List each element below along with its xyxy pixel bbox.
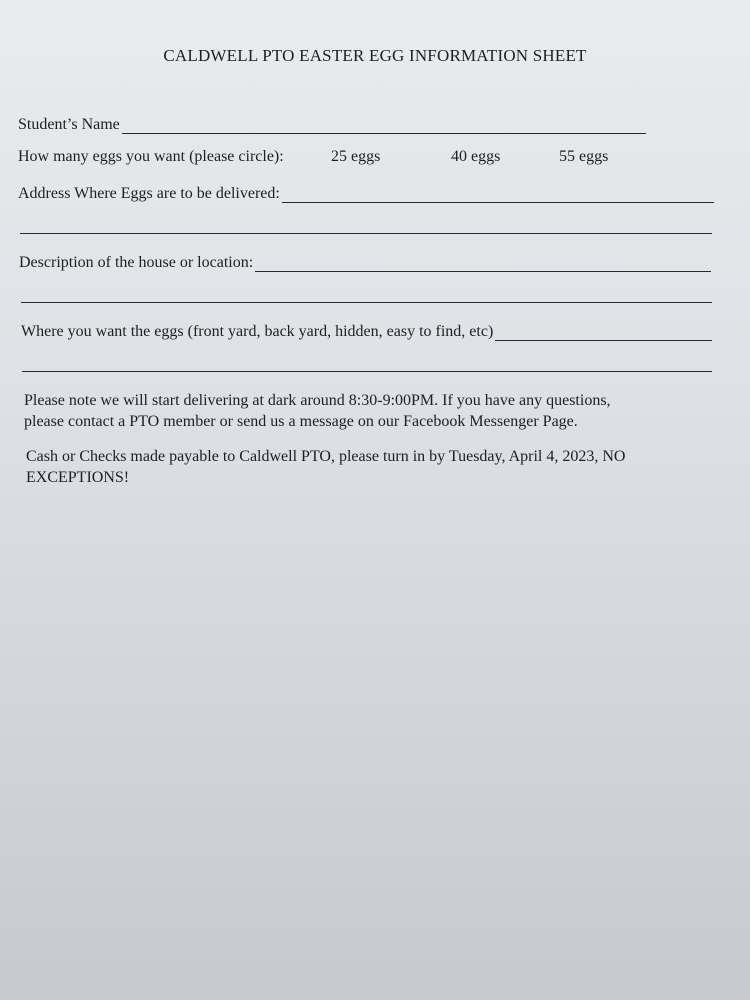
placement-label: Where you want the eggs (front yard, back yard, hidden, easy to find, etc) — [21, 323, 494, 340]
payment-note — [26, 446, 726, 488]
address-field[interactable] — [282, 188, 714, 203]
payment-note-line-1: Cash or Checks made payable to Caldwell PTO, please turn in by Tuesday, April 4, 2023, NO — [26, 448, 626, 465]
delivery-note-line-1: Please note we will start delivering at dark around 8:30-9:00PM. If you have any questions, — [24, 392, 611, 409]
placement-row — [21, 323, 712, 341]
description-row — [19, 254, 711, 272]
placement-field-line-2[interactable] — [22, 371, 712, 372]
egg-option-55[interactable]: 55 eggs — [559, 148, 609, 165]
delivery-note — [24, 390, 724, 432]
egg-quantity-row — [18, 148, 658, 170]
address-field-line-2[interactable] — [20, 233, 712, 234]
sheet-title: CALDWELL PTO EASTER EGG INFORMATION SHEET — [163, 46, 587, 65]
egg-quantity-label: How many eggs you want (please circle): — [18, 148, 284, 165]
student-name-row — [18, 116, 646, 134]
delivery-note-line-2: please contact a PTO member or send us a message on our Facebook Messenger Page. — [24, 413, 578, 430]
egg-option-25[interactable]: 25 eggs — [331, 148, 381, 165]
description-field-line-2[interactable] — [21, 302, 712, 303]
address-row — [18, 185, 714, 203]
description-field[interactable] — [255, 257, 711, 272]
student-name-field[interactable] — [122, 119, 646, 134]
description-label: Description of the house or location: — [19, 254, 254, 271]
payment-note-line-2: EXCEPTIONS! — [26, 469, 130, 486]
placement-field[interactable] — [495, 326, 712, 341]
egg-option-40[interactable]: 40 eggs — [451, 148, 501, 165]
address-label: Address Where Eggs are to be delivered: — [18, 185, 280, 202]
student-name-label: Student’s Name — [18, 116, 120, 133]
